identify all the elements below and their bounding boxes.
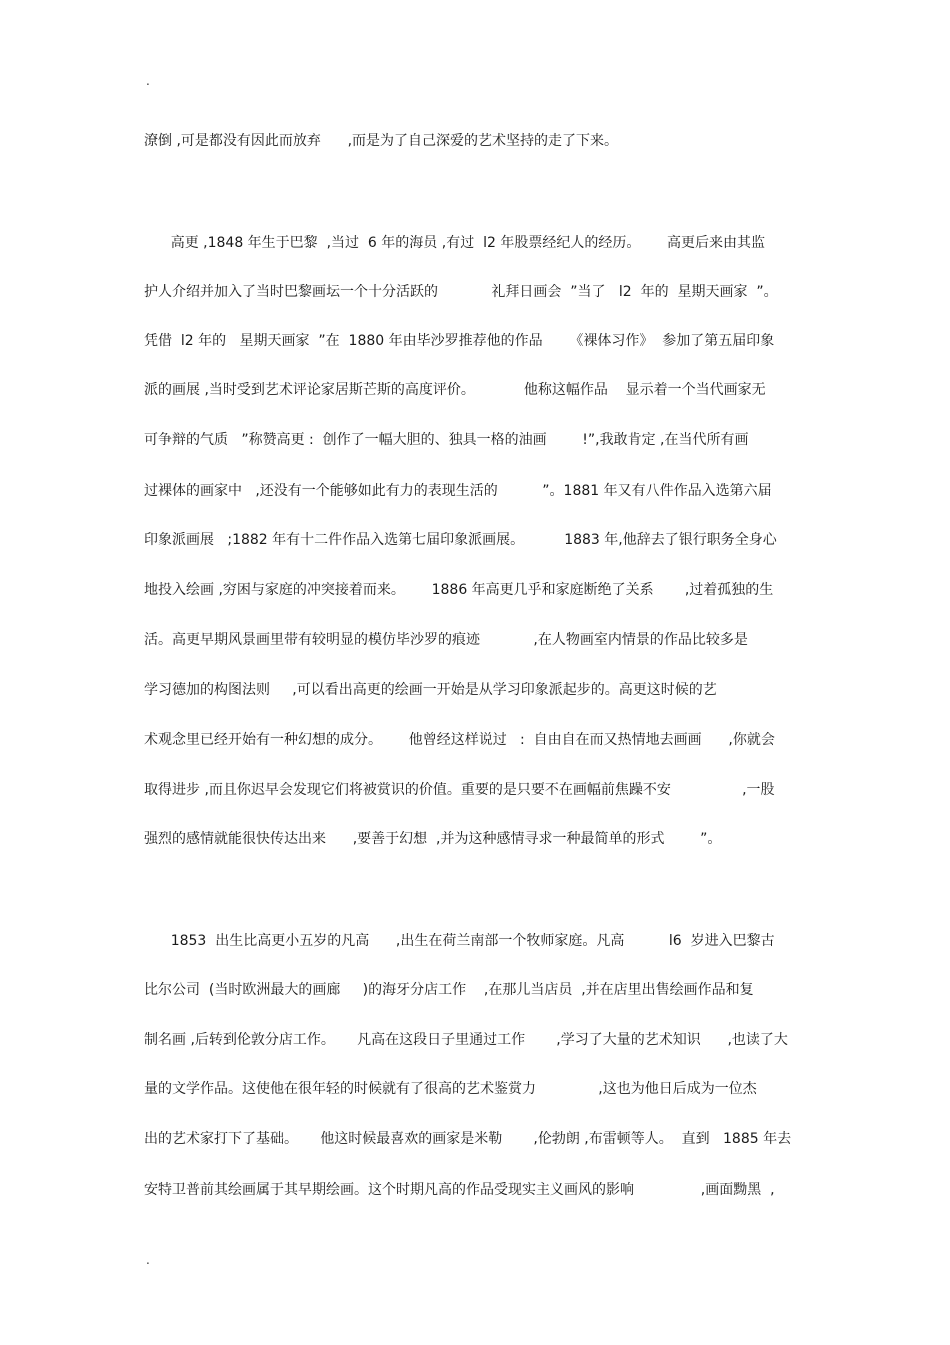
page-header-mark: . [146,74,150,88]
paragraph-3-line-3: 制名画 ,后转到伦敦分店工作。 凡高在这段日子里通过工作 ,学习了大量的艺术知识 ,也读了大 [144,1032,788,1048]
paragraph-2-line-2: 护人介绍并加入了当时巴黎画坛一个十分活跃的 礼拜日画会 ”当了 l2 年的 星期天画家 ”。 [144,284,778,300]
paragraph-2-line-10: 学习德加的构图法则 ,可以看出高更的绘画一开始是从学习印象派起步的。高更这时候的艺 [144,682,717,698]
paragraph-3-line-2: 比尔公司 (当时欧洲最大的画廊 )的海牙分店工作 ,在那儿当店员 ,并在店里出售绘画作品和复 [144,982,754,998]
paragraph-2-line-7: 印象派画展 ;1882 年有十二件作品入选第七届印象派画展。 1883 年,他辞去了银行职务全身心 [144,532,777,548]
paragraph-2-line-12: 取得进步 ,而且你迟早会发现它们将被赏识的价值。重要的是只要不在画幅前焦躁不安 ,一股 [144,782,775,798]
paragraph-2-line-1: 高更 ,1848 年生于巴黎 ,当过 6 年的海员 ,有过 l2 年股票经纪人的经历。 高更后来由其监 [144,235,766,251]
page-footer-mark: . [146,1253,150,1267]
paragraph-2-line-11: 术观念里已经开始有一种幻想的成分。 他曾经这样说过 : 自由自在而又热情地去画画 ,你就会 [144,732,775,748]
paragraph-3-line-5: 出的艺术家打下了基础。 他这时候最喜欢的画家是米勒 ,伦勃朗 ,布雷顿等人。 直到 1885 年去 [144,1131,792,1147]
paragraph-2-line-9: 活。高更早期风景画里带有较明显的模仿毕沙罗的痕迹 ,在人物画室内情景的作品比较多是 [144,632,748,648]
paragraph-2-line-6: 过裸体的画家中 ,还没有一个能够如此有力的表现生活的 ”。1881 年又有八件作品入选第六届 [144,483,772,499]
paragraph-2-line-8: 地投入绘画 ,穷困与家庭的冲突接着而来。 1886 年高更几乎和家庭断绝了关系 ,过着孤独的生 [144,582,774,598]
paragraph-2-line-3: 凭借 l2 年的 星期天画家 ”在 1880 年由毕沙罗推荐他的作品 《裸体习作》 参加了第五届印象 [144,333,775,349]
paragraph-1-line-1: 潦倒 ,可是都没有因此而放弃 ,而是为了自己深爱的艺术坚持的走了下来。 [144,133,619,149]
paragraph-3-line-6: 安特卫普前其绘画属于其早期绘画。这个时期凡高的作品受现实主义画风的影响 ,画面黝黑 , [144,1182,775,1198]
paragraph-3-line-1: 1853 出生比高更小五岁的凡高 ,出生在荷兰南部一个牧师家庭。凡高 l6 岁进入巴黎古 [144,933,775,949]
paragraph-3-line-4: 量的文学作品。这使他在很年轻的时候就有了很高的艺术鉴赏力 ,这也为他日后成为一位杰 [144,1081,757,1097]
paragraph-2-line-13: 强烈的感情就能很快传达出来 ,要善于幻想 ,并为这种感情寻求一种最简单的形式 ”。 [144,831,722,847]
paragraph-2-line-5: 可争辩的气质 ”称赞高更 : 创作了一幅大胆的、独具一格的油画 !”,我敢肯定 ,在当代所有画 [144,432,749,448]
paragraph-2-line-4: 派的画展 ,当时受到艺术评论家居斯芒斯的高度评价。 他称这幅作品 显示着一个当代画家无 [144,382,766,398]
